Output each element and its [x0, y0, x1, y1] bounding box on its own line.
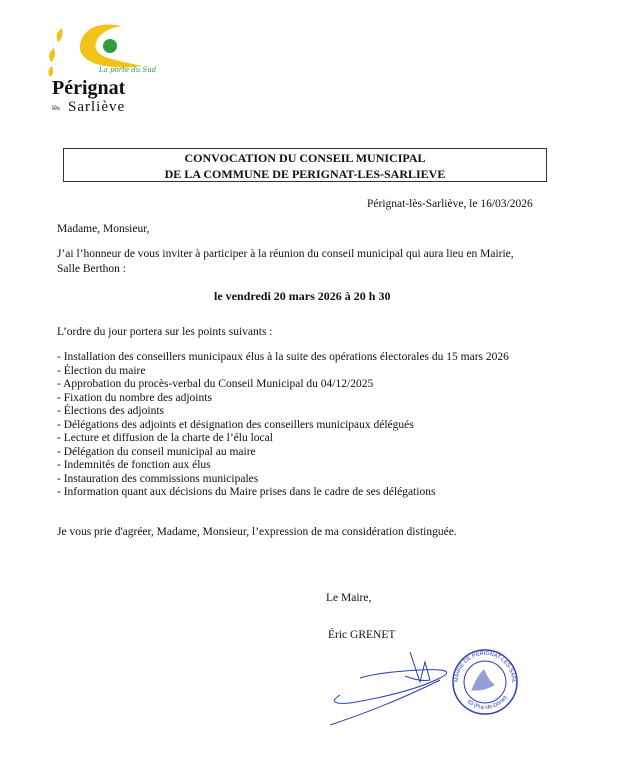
- agenda-item: - Approbation du procès-verbal du Conseil Municipal du 04/12/2025: [57, 378, 374, 390]
- signatory-name: Éric GRENET: [328, 629, 396, 641]
- municipal-logo: [44, 20, 164, 120]
- agenda-item: - Instauration des commissions municipales: [57, 472, 259, 485]
- logo-emblem-icon: [44, 20, 164, 120]
- intro-line1: J’ai l’honneur de vous inviter à participer à la réunion du conseil municipal qui aura lieu en Mairie,: [57, 248, 514, 260]
- agenda-item: - Délégations des adjoints et désignation des conseillers municipaux délégués: [57, 418, 414, 431]
- agenda-item: - Élection du maire: [57, 364, 146, 377]
- salutation: Madame, Monsieur,: [57, 223, 150, 235]
- title-line1: CONVOCATION DU CONSEIL MUNICIPAL: [184, 151, 426, 165]
- signatory-title: Le Maire,: [326, 592, 372, 604]
- meeting-date: le vendredi 20 mars 2026 à 20 h 30: [214, 289, 391, 303]
- agenda-item: - Fixation du nombre des adjoints: [57, 391, 212, 404]
- signature-and-stamp: [330, 640, 520, 740]
- signature-icon: [330, 652, 447, 725]
- closing-formula: Je vous prie d'agréer, Madame, Monsieur, l’expression de ma considération distinguée.: [57, 526, 457, 538]
- agenda-item: - Lecture et diffusion de la charte de l’élu local: [57, 432, 273, 444]
- logo-tagline: La porte du Sud: [99, 66, 157, 74]
- agenda-item: - Délégation du conseil municipal au maire: [57, 445, 256, 458]
- agenda-item: - Information quant aux décisions du Maire prises dans le cadre de ses délégations: [57, 486, 436, 498]
- place-date: Pérignat-lès-Sarliève, le 16/03/2026: [367, 198, 533, 210]
- agenda-intro: L’ordre du jour portera sur les points suivants :: [57, 326, 273, 338]
- municipal-stamp-icon: [330, 640, 517, 714]
- svg-text:63 (Puy-de-Dôme): 63 (Puy-de-Dôme): [465, 694, 509, 711]
- agenda-list: [57, 351, 509, 500]
- document-title: [63, 148, 547, 182]
- title-line2: DE LA COMMUNE DE PERIGNAT-LES-SARLIEVE: [164, 167, 446, 181]
- svg-text:lès: lès: [52, 104, 60, 112]
- agenda-item: - Installation des conseillers municipaux élus à la suite des opérations électorales du 15 mars 2026: [57, 351, 509, 363]
- svg-text:MAIRIE DE PERIGNAT-LES-SARLIEV: MAIRIE DE PERIGNAT-LES-SARL: [453, 650, 517, 684]
- agenda-item: - Indemnités de fonction aux élus: [57, 459, 211, 471]
- logo-name: Pérignat: [52, 77, 126, 99]
- svg-text:Sarliève: Sarliève: [68, 99, 126, 115]
- intro-line2: Salle Berthon :: [57, 263, 126, 275]
- agenda-item: - Élections des adjoints: [57, 405, 164, 417]
